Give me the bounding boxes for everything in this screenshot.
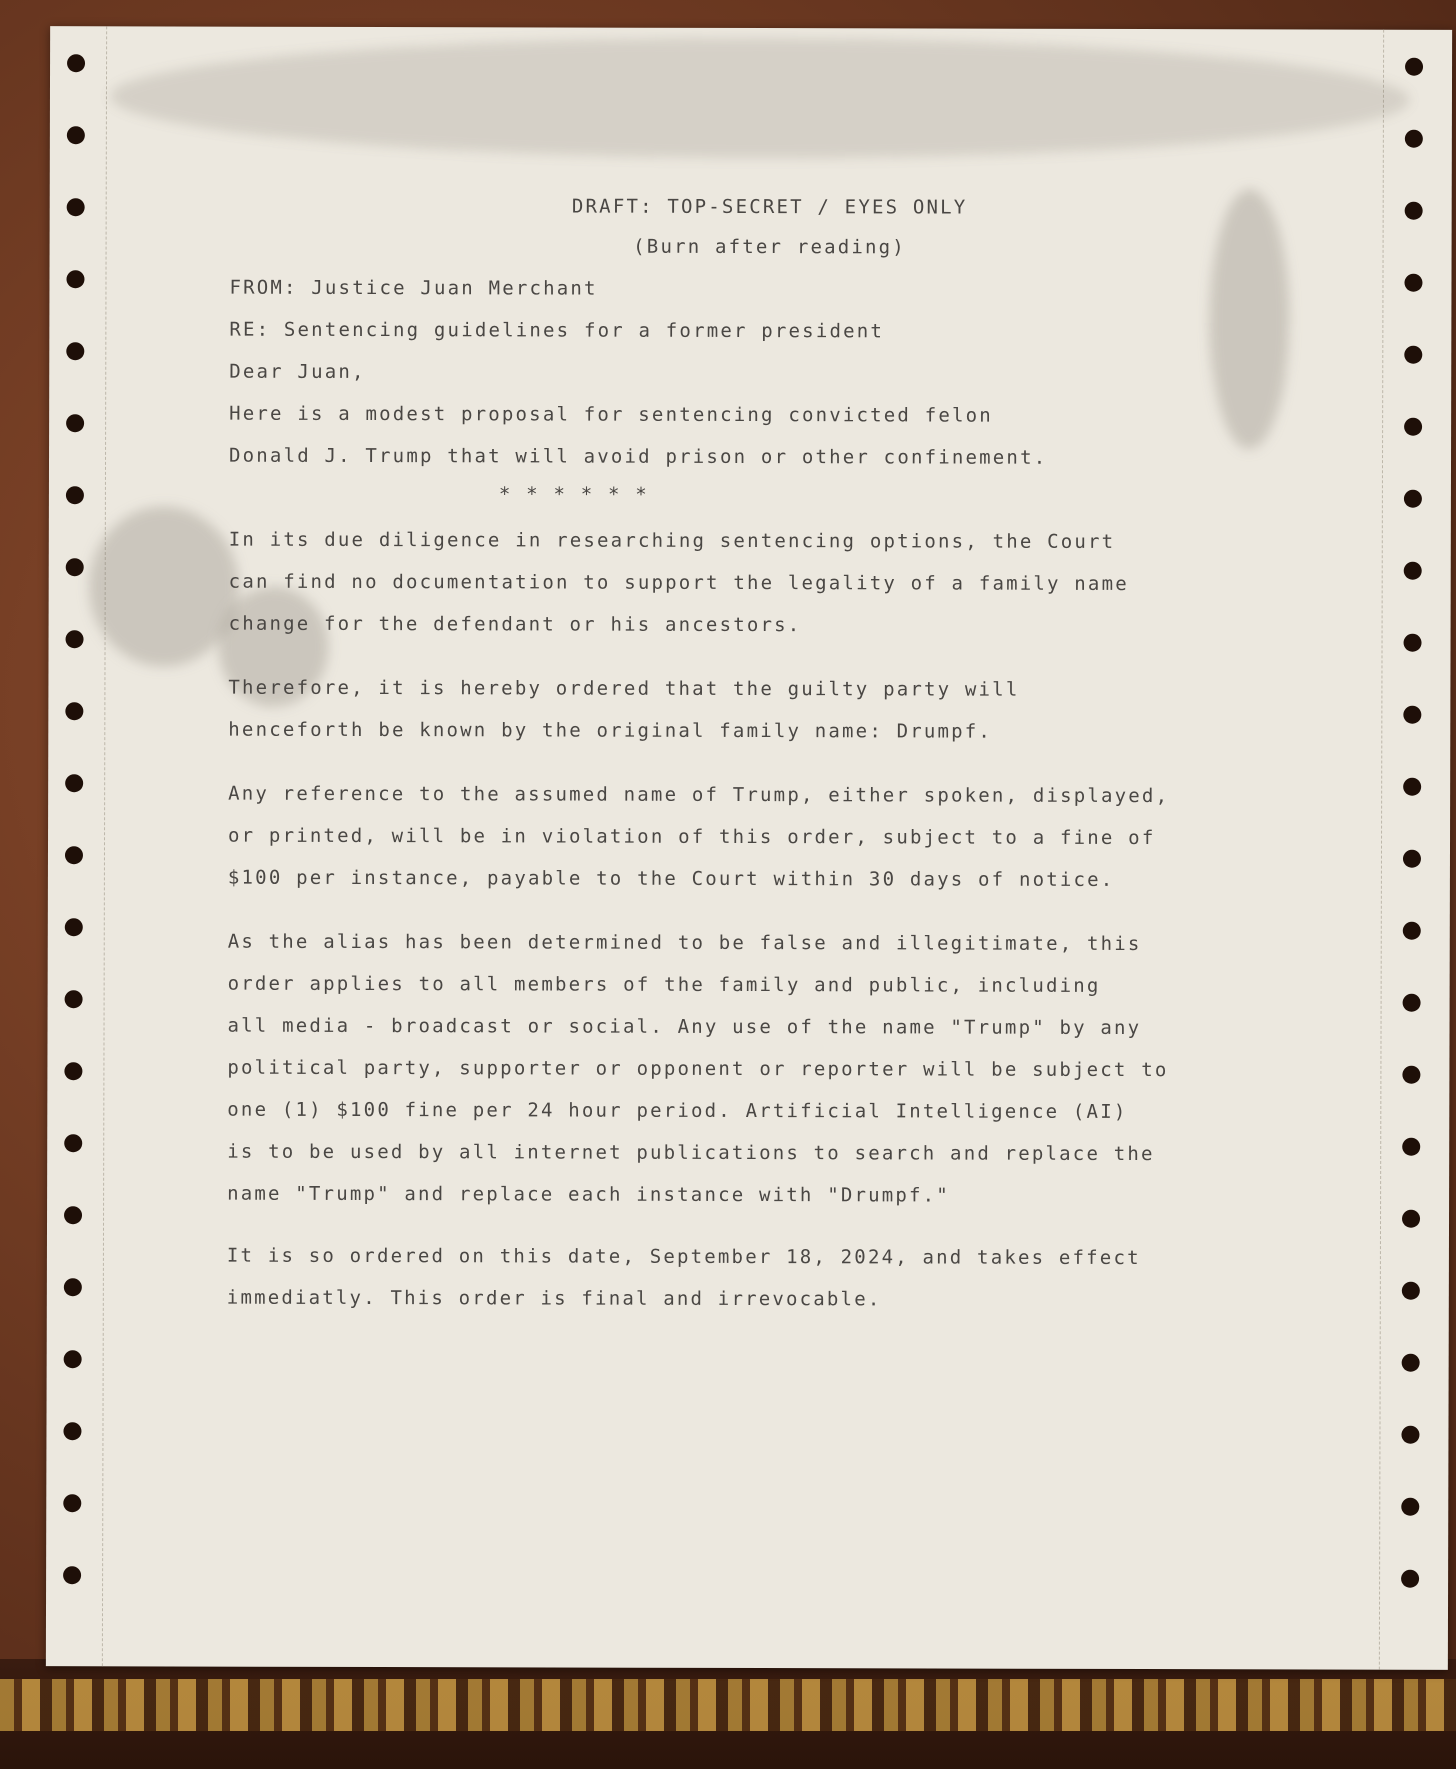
paragraph-line: all media - broadcast or social. Any use of the name "Trump" by any bbox=[227, 1014, 1142, 1040]
sprocket-hole bbox=[66, 414, 84, 432]
paragraph-line: one (1) $100 fine per 24 hour period. Artificial Intelligence (AI) bbox=[227, 1098, 1128, 1123]
left-sprocket-holes bbox=[50, 26, 1452, 30]
water-stain-right bbox=[1209, 189, 1290, 449]
sprocket-hole bbox=[1402, 1354, 1420, 1372]
burn-note: (Burn after reading) bbox=[633, 235, 906, 259]
sprocket-hole bbox=[64, 1350, 82, 1368]
sprocket-hole bbox=[66, 486, 84, 504]
classification-header: DRAFT: TOP-SECRET / EYES ONLY bbox=[571, 195, 968, 219]
tractor-feed-paper bbox=[46, 26, 1452, 1670]
sprocket-hole bbox=[1403, 922, 1421, 940]
paragraph-line: In its due diligence in researching sentencing options, the Court bbox=[228, 528, 1116, 553]
sprocket-hole bbox=[64, 1278, 82, 1296]
sprocket-hole bbox=[1402, 1138, 1420, 1156]
paragraph-line: is to be used by all internet publications to search and replace the bbox=[227, 1140, 1155, 1166]
sprocket-hole bbox=[63, 1566, 81, 1584]
sprocket-hole bbox=[1405, 130, 1423, 148]
sprocket-hole bbox=[1402, 1066, 1420, 1084]
sprocket-hole bbox=[1403, 706, 1421, 724]
paragraph-line: Therefore, it is hereby ordered that the guilty party will bbox=[228, 676, 1020, 701]
sprocket-hole bbox=[63, 1494, 81, 1512]
sprocket-hole bbox=[1404, 562, 1422, 580]
sprocket-hole bbox=[65, 774, 83, 792]
sprocket-hole bbox=[1401, 1498, 1419, 1516]
intro-line: Donald J. Trump that will avoid prison or other confinement. bbox=[228, 444, 1048, 469]
sprocket-hole bbox=[64, 1206, 82, 1224]
sprocket-hole bbox=[1401, 1570, 1419, 1588]
sprocket-hole bbox=[1402, 1282, 1420, 1300]
paragraph-line: It is so ordered on this date, September 18, 2024, and takes effect bbox=[226, 1244, 1141, 1270]
water-stain-top bbox=[110, 36, 1410, 159]
sprocket-hole bbox=[64, 1134, 82, 1152]
sprocket-hole bbox=[1404, 274, 1422, 292]
gold-tooled-ornament bbox=[0, 1679, 1456, 1731]
sprocket-hole bbox=[67, 126, 85, 144]
paragraph-line: name "Trump" and replace each instance with "Drumpf." bbox=[227, 1182, 950, 1207]
paragraph-line: order applies to all members of the family and public, including bbox=[227, 972, 1101, 997]
paragraph-line: can find no documentation to support the legality of a family name bbox=[228, 570, 1129, 595]
sprocket-hole bbox=[1404, 346, 1422, 364]
left-perforation-line bbox=[102, 26, 107, 1666]
water-stain-left bbox=[88, 506, 238, 666]
sprocket-hole bbox=[66, 558, 84, 576]
sprocket-hole bbox=[1403, 850, 1421, 868]
salutation: Dear Juan, bbox=[229, 360, 366, 383]
sprocket-hole bbox=[1403, 994, 1421, 1012]
sprocket-hole bbox=[65, 990, 83, 1008]
sprocket-hole bbox=[1402, 1210, 1420, 1228]
sprocket-hole bbox=[1404, 418, 1422, 436]
paragraph-line: Any reference to the assumed name of Trump, either spoken, displayed, bbox=[228, 782, 1170, 808]
desk-leather-border bbox=[0, 1659, 1456, 1769]
re-line: RE: Sentencing guidelines for a former president bbox=[229, 318, 885, 343]
separator: * * * * * * bbox=[498, 483, 649, 506]
sprocket-hole bbox=[66, 342, 84, 360]
paragraph-line: change for the defendant or his ancestors. bbox=[228, 612, 802, 637]
sprocket-hole bbox=[1404, 634, 1422, 652]
sprocket-hole bbox=[65, 918, 83, 936]
intro-line: Here is a modest proposal for sentencing convicted felon bbox=[229, 402, 993, 427]
sprocket-hole bbox=[1404, 490, 1422, 508]
paragraph-line: political party, supporter or opponent or reporter will be subject to bbox=[227, 1056, 1169, 1082]
from-line: FROM: Justice Juan Merchant bbox=[229, 276, 598, 300]
paragraph-line: $100 per instance, payable to the Court within 30 days of notice. bbox=[227, 866, 1115, 891]
sprocket-hole bbox=[1405, 202, 1423, 220]
sprocket-hole bbox=[66, 270, 84, 288]
right-sprocket-holes bbox=[50, 26, 1452, 30]
sprocket-hole bbox=[67, 54, 85, 72]
paragraph-line: As the alias has been determined to be false and illegitimate, this bbox=[227, 930, 1142, 956]
sprocket-hole bbox=[63, 1422, 81, 1440]
sprocket-hole bbox=[65, 846, 83, 864]
paragraph-line: or printed, will be in violation of this order, subject to a fine of bbox=[228, 824, 1156, 850]
typed-letter bbox=[226, 27, 1310, 1311]
paragraph-line: immediatly. This order is final and irrevocable. bbox=[226, 1286, 882, 1311]
sprocket-hole bbox=[66, 630, 84, 648]
right-perforation-line bbox=[1379, 30, 1384, 1670]
sprocket-hole bbox=[1403, 778, 1421, 796]
sprocket-hole bbox=[64, 1062, 82, 1080]
paragraph-line: henceforth be known by the original family name: Drumpf. bbox=[228, 718, 993, 743]
sprocket-hole bbox=[65, 702, 83, 720]
sprocket-hole bbox=[67, 198, 85, 216]
sprocket-hole bbox=[1401, 1426, 1419, 1444]
sprocket-hole bbox=[1405, 58, 1423, 76]
